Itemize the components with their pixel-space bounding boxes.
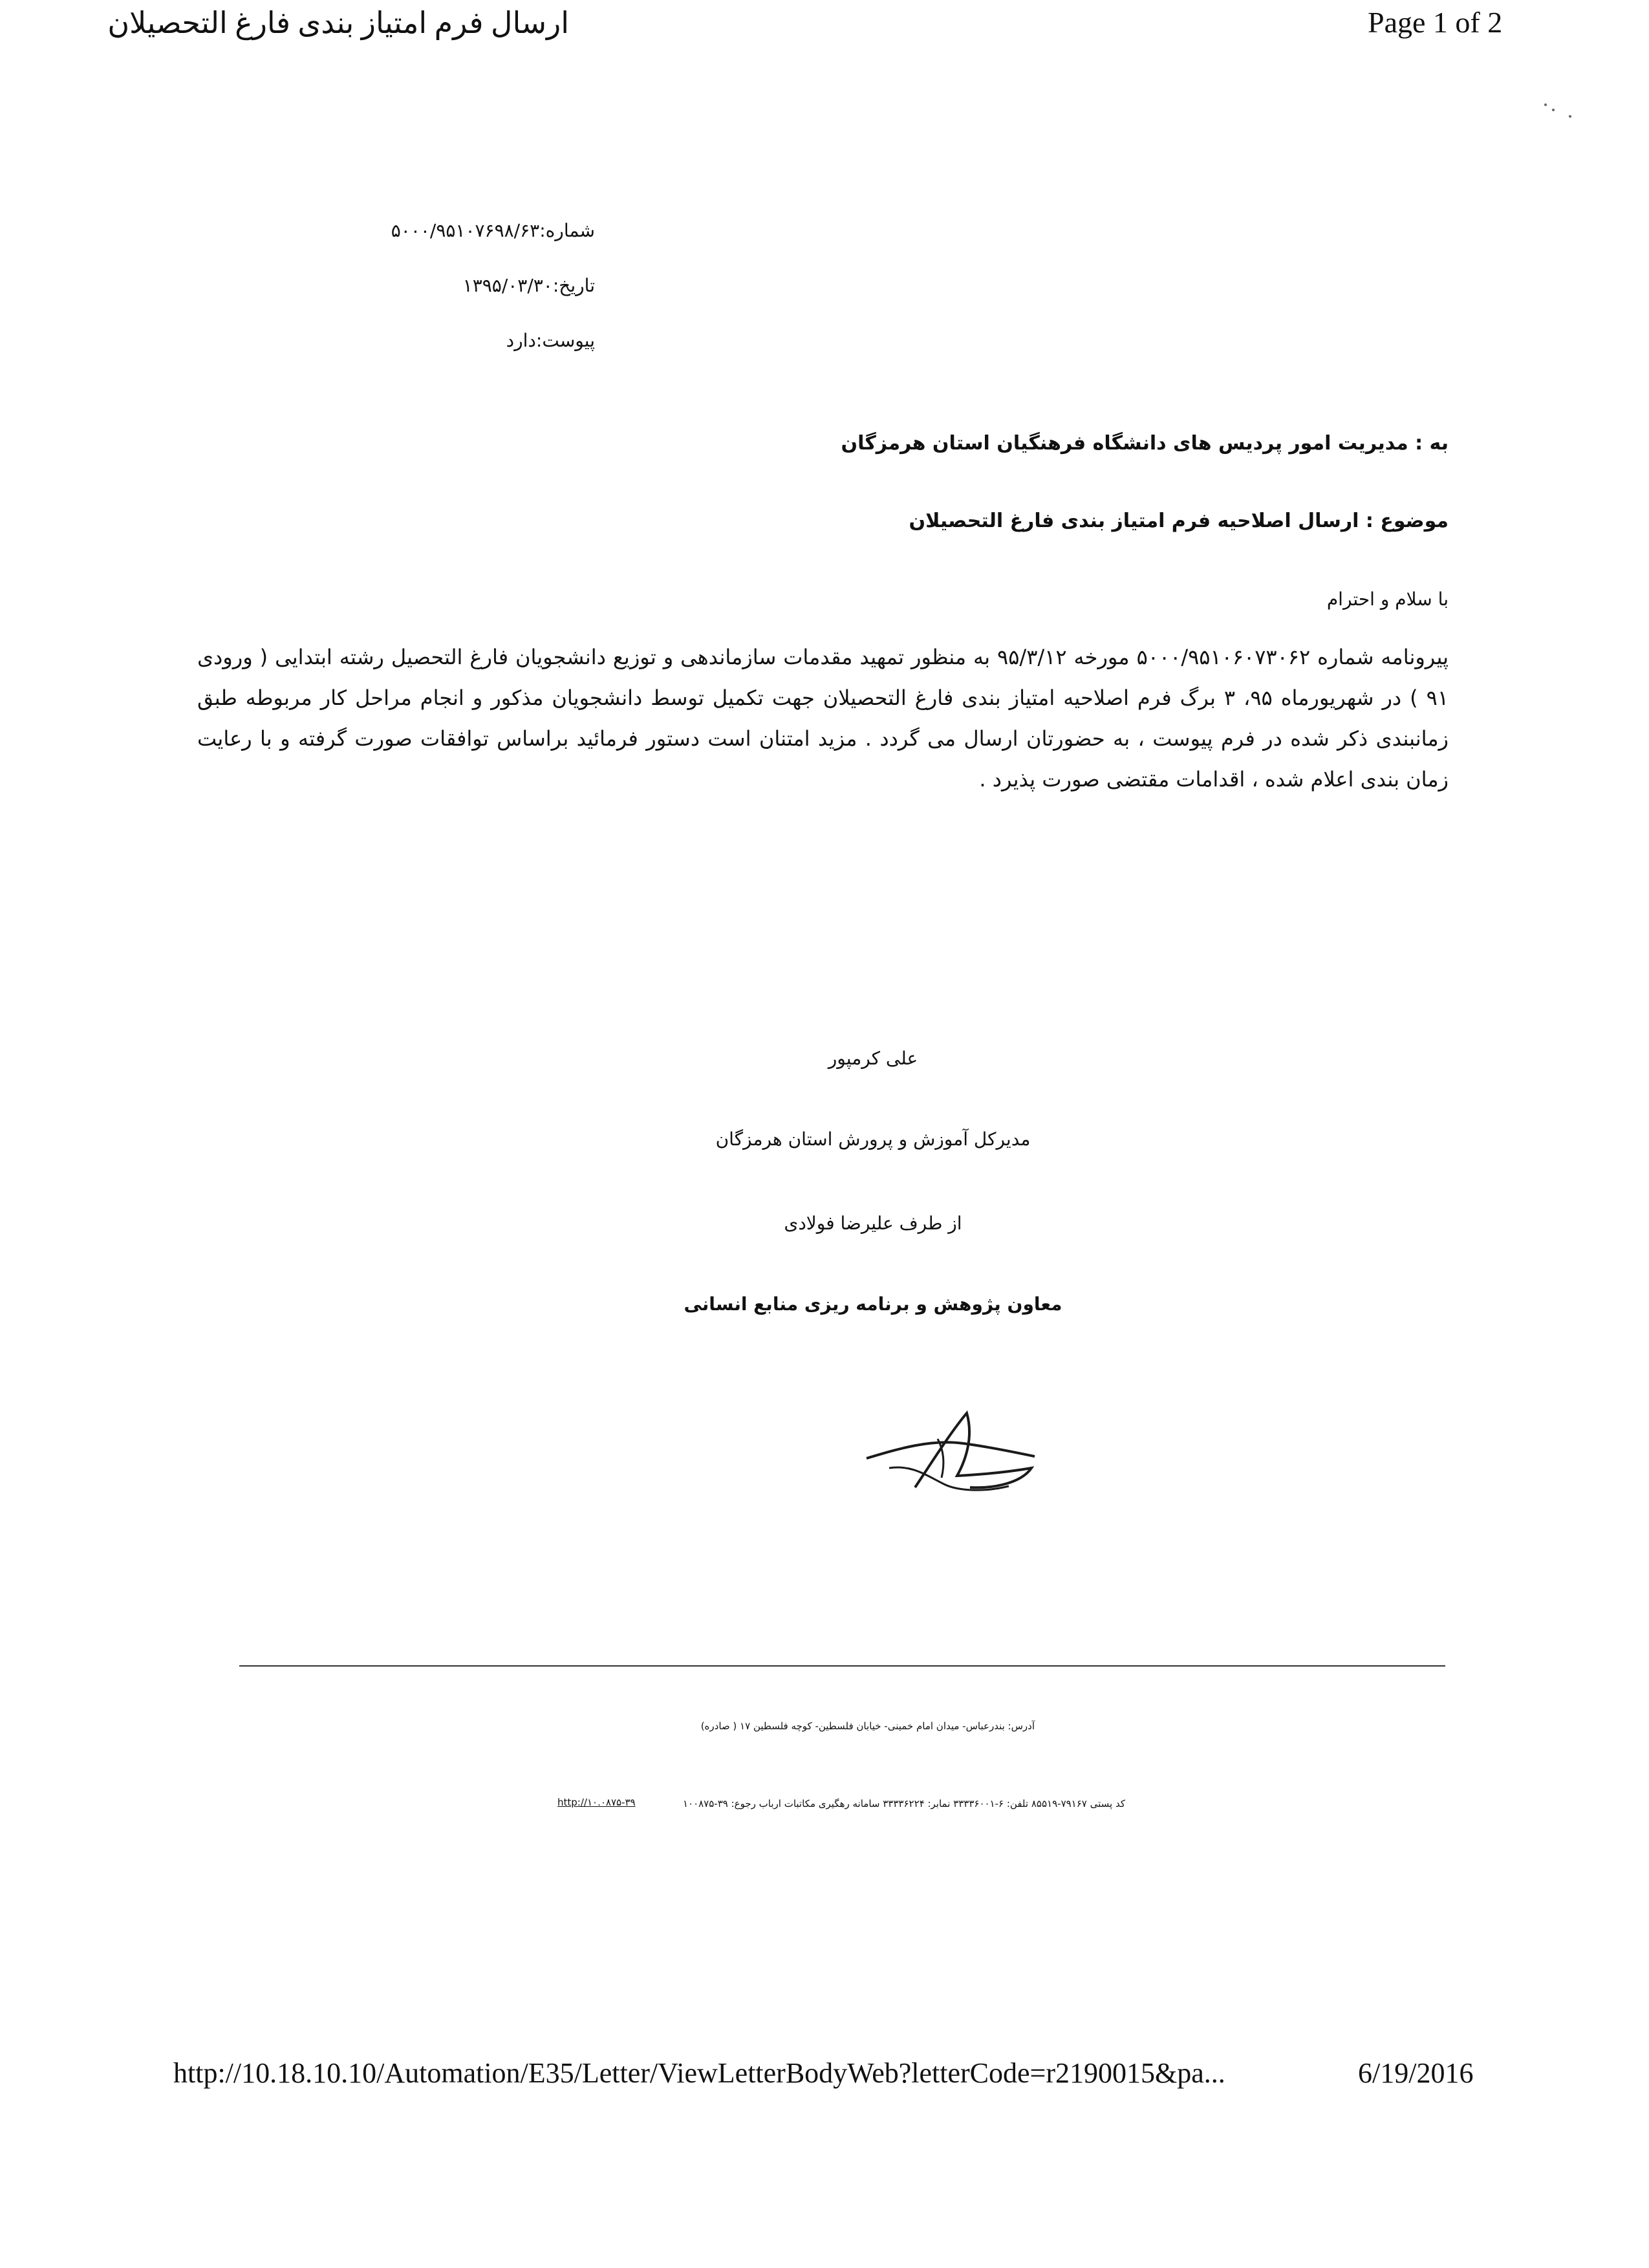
signer-proxy-title: معاون پژوهش و برنامه ریزی منابع انسانی — [684, 1293, 1062, 1315]
page-indicator: Page 1 of 2 — [1368, 6, 1503, 39]
letter-date: تاریخ:۱۳۹۵/۰۳/۳۰ — [462, 275, 595, 296]
signer-name: علی کرمپور — [828, 1048, 918, 1069]
letter-subject: موضوع : ارسال اصلاحیه فرم امتیاز بندی فارغ التحصیلان — [909, 510, 1449, 532]
signer-proxy: از طرف علیرضا فولادی — [784, 1213, 962, 1234]
footer-address: آدرس: بندرعباس- میدان امام خمینی- خیابان فلسطین- کوچه فلسطین ۱۷ ( صادره) — [700, 1720, 1035, 1732]
letter-attachment: پیوست:دارد — [506, 330, 595, 351]
print-footer-date: 6/19/2016 — [1358, 2057, 1474, 2089]
print-header-title: ارسال فرم امتیاز بندی فارغ التحصیلان — [107, 6, 569, 39]
scan-specks — [1539, 97, 1578, 123]
signer-title: مدیرکل آموزش و پرورش استان هرمزگان — [715, 1129, 1031, 1150]
handwritten-signature — [854, 1403, 1041, 1507]
letter-body: پیرونامه شماره ۵۰۰۰/۹۵۱۰۶۰۷۳۰۶۲ مورخه ۹۵/۳/۱۲ به منظور تمهید مقدمات سازماندهی و توزیع دانشجویان فارغ التحصیل رشته ابتدایی ( ورودی ۹۱ ) در شهریورماه ۹۵، ۳ برگ فرم اصلاحیه امتیاز بندی فارغ التحصیلان جهت تکمیل توسط دانشجویان مذکور و انجام مراحل کار مربوطه طبق زمانبندی ذکر شده در فرم پیوست ، به حضورتان ارسال می گردد . مزید امتنان است دستور فرمائید براساس توافقات صورت گرفته و با رعایت زمان بندی اعلام شده ، اقدامات مقتضی صورت پذیرد . — [197, 645, 1449, 792]
letter-number: شماره:۵۰۰۰/۹۵۱۰۷۶۹۸/۶۳ — [391, 220, 595, 241]
letter-recipient: به : مدیریت امور پردیس های دانشگاه فرهنگیان استان هرمزگان — [841, 432, 1449, 455]
footer-link[interactable]: http://۱۰.۰۸۷۵-۳۹ — [557, 1797, 636, 1808]
letter-greeting: با سلام و احترام — [1326, 589, 1449, 610]
footer-divider — [239, 1665, 1445, 1667]
print-footer-url: http://10.18.10.10/Automation/E35/Letter/ViewLetterBodyWeb?letterCode=r2190015&pa... — [173, 2057, 1225, 2089]
footer-contact: کد پستی ۷۹۱۶۷-۸۵۵۱۹ تلفن: ۶-۳۳۳۳۶۰۰۱ نمابر: ۳۳۳۳۶۲۲۴ سامانه رهگیری مکاتبات ارباب رجوع: ۳۹-۱۰۰۸۷۵ — [682, 1798, 1125, 1809]
